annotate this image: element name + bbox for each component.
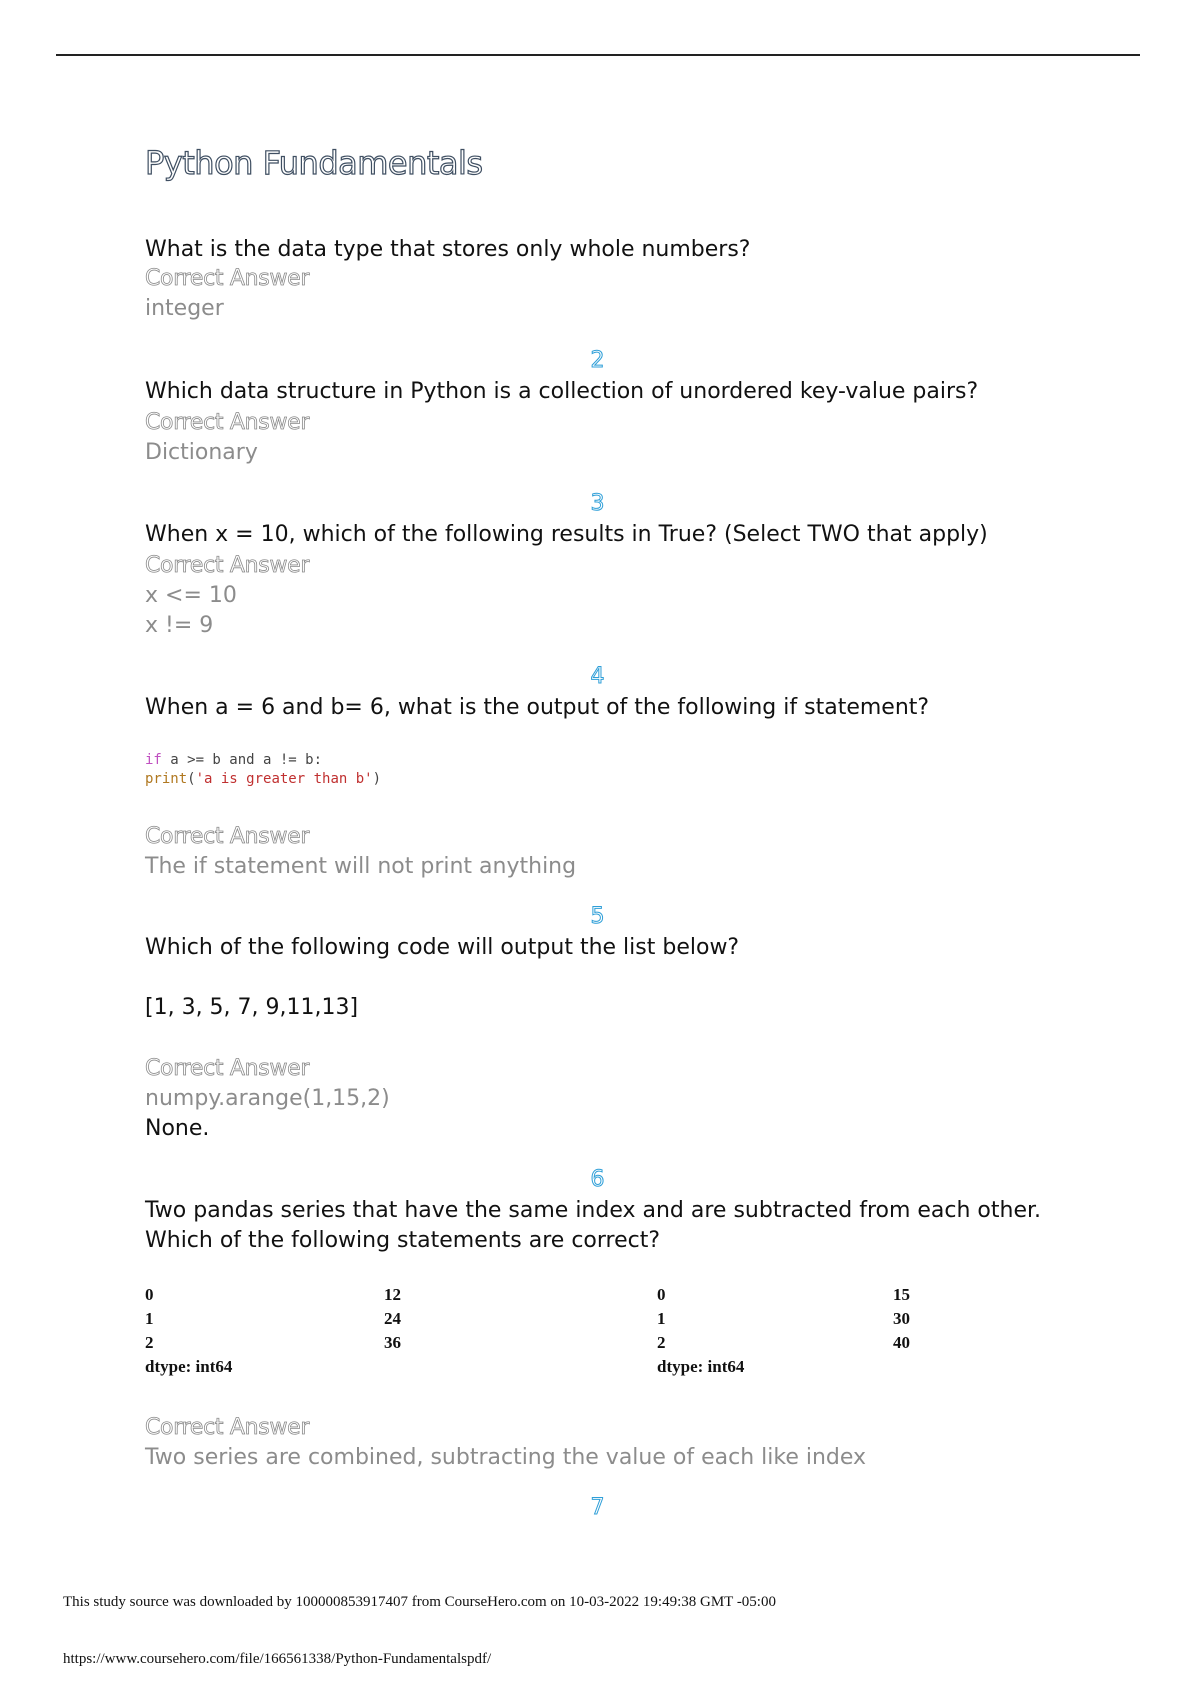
- code-condition: a >= b and a != b:: [161, 752, 323, 768]
- question-1: What is the data type that stores only whole numbers?: [145, 237, 751, 262]
- correct-answer-label-5: Correct Answer: [145, 1056, 310, 1081]
- page-title: Python Fundamentals: [145, 144, 483, 182]
- answer-5: numpy.arange(1,15,2): [145, 1086, 390, 1111]
- answer-5-extra: None.: [145, 1116, 210, 1141]
- question-4: When a = 6 and b= 6, what is the output of the following if statement?: [145, 695, 930, 720]
- question-number-3: 3: [590, 491, 605, 516]
- question-3: When x = 10, which of the following results in True? (Select TWO that apply): [145, 522, 988, 547]
- answer-2: Dictionary: [145, 440, 258, 465]
- series-a-index: 1: [145, 1309, 154, 1328]
- series-b-value: 40: [893, 1333, 910, 1352]
- correct-answer-label-3: Correct Answer: [145, 553, 310, 578]
- code-print: print: [145, 771, 188, 787]
- series-b-index: 1: [657, 1309, 666, 1328]
- header-rule: [56, 54, 1140, 56]
- code-string: 'a is greater than b': [195, 771, 373, 787]
- code-line-2: [145, 771, 381, 787]
- correct-answer-label-4: Correct Answer: [145, 824, 310, 849]
- question-number-5: 5: [590, 904, 605, 929]
- question-number-6: 6: [590, 1167, 605, 1192]
- series-b-index: 2: [657, 1333, 666, 1352]
- answer-3b: x != 9: [145, 613, 214, 638]
- footer-url[interactable]: https://www.coursehero.com/file/166561338/Python-Fundamentalspdf/: [63, 1651, 492, 1667]
- series-a-index: 0: [145, 1285, 154, 1304]
- question-6: Two pandas series that have the same index and are subtracted from each other. Which of the following statements are correct?: [145, 1198, 1042, 1253]
- series-a-index: 2: [145, 1333, 154, 1352]
- code-open-paren: (: [187, 771, 196, 787]
- correct-answer-label-6: Correct Answer: [145, 1415, 310, 1440]
- question-2: Which data structure in Python is a collection of unordered key-value pairs?: [145, 379, 979, 404]
- code-line-1: [145, 752, 322, 768]
- answer-3a: x <= 10: [145, 583, 237, 608]
- series-b-dtype: dtype: int64: [657, 1357, 745, 1376]
- question-number-4: 4: [590, 664, 605, 689]
- answer-1: integer: [145, 296, 224, 321]
- series-a-dtype: dtype: int64: [145, 1357, 233, 1376]
- series-a-value: 12: [384, 1285, 401, 1304]
- series-b-value: 30: [893, 1309, 910, 1328]
- correct-answer-label-2: Correct Answer: [145, 410, 310, 435]
- question-number-7: 7: [590, 1495, 605, 1520]
- question-5: Which of the following code will output the list below?: [145, 935, 740, 960]
- series-a-value: 36: [384, 1333, 401, 1352]
- code-close-paren: ): [372, 771, 382, 787]
- target-list: [1, 3, 5, 7, 9,11,13]: [145, 995, 359, 1020]
- series-a-value: 24: [384, 1309, 401, 1328]
- series-b-value: 15: [893, 1285, 910, 1304]
- correct-answer-label-1: Correct Answer: [145, 266, 310, 291]
- answer-6: Two series are combined, subtracting the value of each like index: [145, 1445, 867, 1470]
- code-keyword-if: if: [145, 752, 162, 768]
- series-b-index: 0: [657, 1285, 666, 1304]
- answer-4: The if statement will not print anything: [145, 854, 577, 879]
- question-number-2: 2: [590, 348, 605, 373]
- footer-source: This study source was downloaded by 100000853917407 from CourseHero.com on 10-03-2022 19:49:38 GMT -05:00: [63, 1594, 776, 1610]
